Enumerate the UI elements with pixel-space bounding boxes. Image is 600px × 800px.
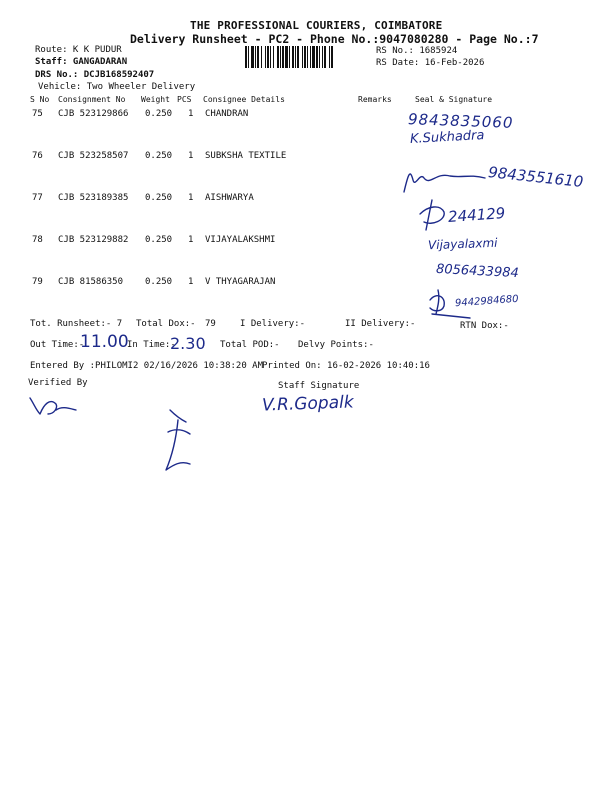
col-consignment: Consignment No <box>58 95 126 104</box>
route: Route: K K PUDUR <box>35 45 122 55</box>
col-weight: Weight <box>141 95 170 104</box>
handwritten-phone: 9442984680 <box>454 293 519 310</box>
staff-signature-label: Staff Signature <box>278 381 360 391</box>
col-seal-signature: Seal & Signature <box>415 95 493 104</box>
row-consignee: CHANDRAN <box>205 109 249 119</box>
row-consignment: CJB 81586350 <box>58 277 124 287</box>
row-weight: 0.250 <box>145 277 173 287</box>
row-sno: 79 <box>32 277 43 287</box>
ii-delivery: II Delivery:- <box>345 319 416 329</box>
col-pcs: PCS <box>177 95 192 104</box>
entered-by: Entered By :PHILOMI2 02/16/2026 10:38:20 AM <box>30 361 263 371</box>
printed-on: Printed On: 16-02-2026 10:40:16 <box>262 361 430 371</box>
row-consignment: CJB 523189385 <box>58 193 129 203</box>
row-pcs: 1 <box>188 193 194 203</box>
row-pcs: 1 <box>188 109 194 119</box>
row-consignee: AISHWARYA <box>205 193 254 203</box>
i-delivery: I Delivery:- <box>240 319 306 329</box>
row-consignee: VIJAYALAKSHMI <box>205 235 276 245</box>
row-pcs: 1 <box>188 277 194 287</box>
in-time-value: 2.30 <box>170 334 206 353</box>
total-runsheet: Tot. Runsheet:- 7 <box>30 319 123 329</box>
total-pod: Total POD:- <box>220 340 280 350</box>
rtn-dox: RTN Dox:- <box>460 321 509 331</box>
col-consignee: Consignee Details <box>203 95 285 104</box>
delvy-points: Delvy Points:- <box>298 340 374 350</box>
company-name: THE PROFESSIONAL COURIERS, COIMBATORE <box>190 19 443 32</box>
verified-by-label: Verified By <box>28 378 88 388</box>
row-pcs: 1 <box>188 235 194 245</box>
row-pcs: 1 <box>188 151 194 161</box>
row-weight: 0.250 <box>145 109 173 119</box>
row-weight: 0.250 <box>145 193 173 203</box>
row-weight: 0.250 <box>145 235 173 245</box>
row-sno: 78 <box>32 235 43 245</box>
handwritten-phone: 9843835060 <box>407 110 514 132</box>
rs-date: RS Date: 16-Feb-2026 <box>376 58 485 68</box>
row-sno: 77 <box>32 193 43 203</box>
staff-signature: V.R.Gopalk <box>261 392 354 416</box>
handwritten-signature: K.Sukhadra <box>409 128 485 147</box>
in-time-label: In Time:- <box>127 340 176 350</box>
staff: Staff: GANGADARAN <box>35 57 128 67</box>
row-consignment: CJB 523129866 <box>58 109 129 119</box>
row-consignee: SUBKSHA TEXTILE <box>205 151 287 161</box>
row-sno: 75 <box>32 109 43 119</box>
total-dox-value: 79 <box>205 319 216 329</box>
runsheet-subtitle: Delivery Runsheet - PC2 - Phone No.:9047080280 - Page No.:7 <box>130 32 539 46</box>
row-sno: 76 <box>32 151 43 161</box>
rs-number: RS No.: 1685924 <box>376 46 458 56</box>
total-dox-label: Total Dox:- <box>136 319 196 329</box>
drs-number: DRS No.: DCJB168592407 <box>35 70 155 80</box>
handwritten-phone: 9843551610 <box>487 163 585 191</box>
out-time-label: Out Time:- <box>30 340 85 350</box>
handwritten-phone: 8056433984 <box>435 261 520 282</box>
col-sno: S No <box>30 95 50 104</box>
row-weight: 0.250 <box>145 151 173 161</box>
vehicle: Vehicle: Two Wheeler Delivery <box>38 82 196 92</box>
handwritten-signature: Vijayalaxmi <box>427 235 498 253</box>
col-remarks: Remarks <box>358 95 392 104</box>
row-consignment: CJB 523129882 <box>58 235 129 245</box>
handwritten-phone: 244129 <box>447 204 506 226</box>
row-consignment: CJB 523258507 <box>58 151 129 161</box>
row-consignee: V THYAGARAJAN <box>205 277 276 287</box>
out-time-value: 11.00 <box>80 332 129 352</box>
